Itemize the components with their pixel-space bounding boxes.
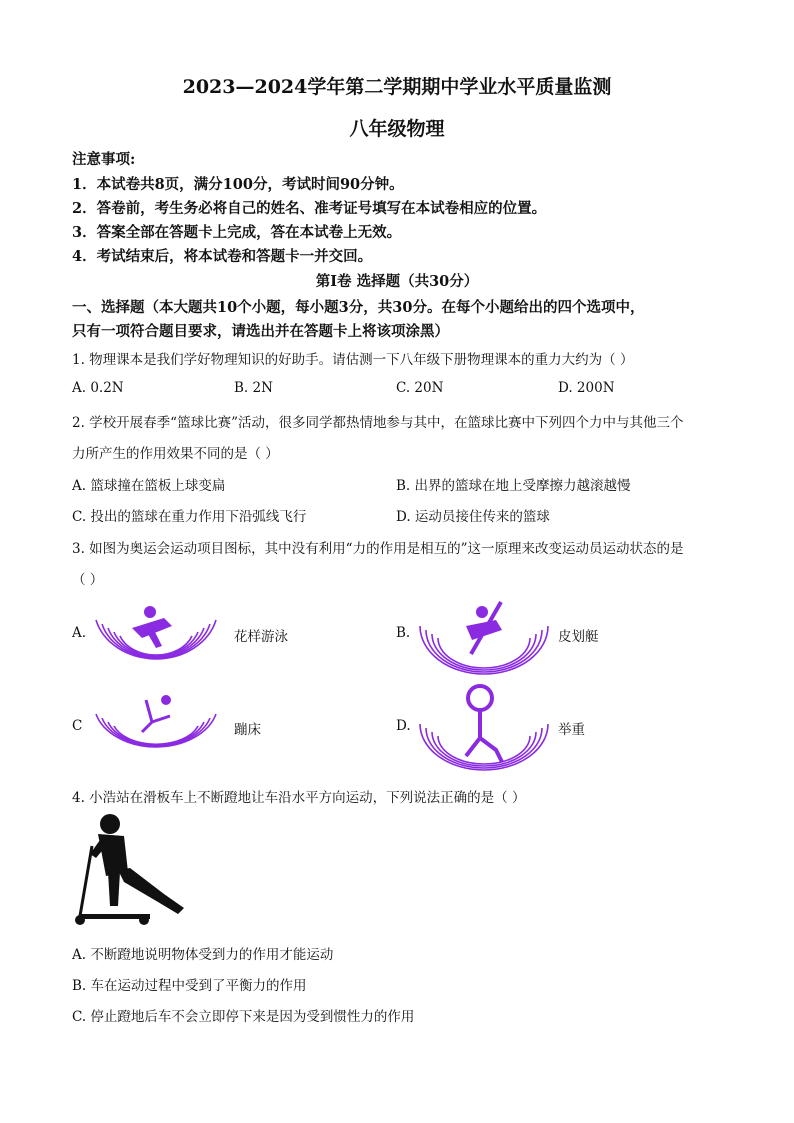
- scooter-rider-icon: [66, 810, 192, 932]
- notice-heading: 注意事项:: [72, 151, 136, 168]
- question-2-stem: 力所产生的作用效果不同的是（ ）: [72, 446, 279, 462]
- question-3-option-label-d: 举重: [558, 722, 585, 738]
- question-4-option-c: C. 停止蹬地后车不会立即停下来是因为受到惯性力的作用: [72, 1009, 415, 1025]
- notice-item: 4．考试结束后，将本试卷和答题卡一并交回。: [72, 248, 373, 265]
- exam-title: 2023—2024学年第二学期期中学业水平质量监测: [182, 76, 612, 98]
- question-3-stem: （ ）: [72, 572, 104, 588]
- question-4-option-b: B. 车在运动过程中受到了平衡力的作用: [72, 978, 307, 994]
- exam-subtitle: 八年级物理: [349, 118, 445, 140]
- question-3-stem: 3. 如图为奥运会运动项目图标，其中没有利用“力的作用是相互的”这一原理来改变运动员运动状态的是: [72, 541, 684, 557]
- notice-item: 3．答案全部在答题卡上完成，答在本试卷上无效。: [72, 224, 402, 241]
- weightlifting-icon: [416, 680, 552, 772]
- canoe-kayak-icon: [416, 596, 552, 676]
- question-3-option-letter-b: B.: [396, 625, 411, 641]
- question-2-option-d: D. 运动员接住传来的篮球: [396, 509, 550, 525]
- question-3-option-label-b: 皮划艇: [558, 629, 599, 645]
- question-3-option-letter-a: A.: [72, 625, 87, 641]
- question-2-option-b: B. 出界的篮球在地上受摩擦力越滚越慢: [396, 478, 631, 494]
- question-3-option-label-a: 花样游泳: [234, 629, 288, 645]
- section-instruction: 一、选择题（本大题共10个小题，每小题3分，共30分。在每个小题给出的四个选项中，: [72, 299, 645, 316]
- question-3-option-letter-c: C: [72, 718, 83, 734]
- trampoline-icon: [92, 692, 220, 758]
- question-3-option-label-c: 蹦床: [234, 722, 261, 738]
- question-4-stem: 4. 小浩站在滑板车上不断蹬地让车沿水平方向运动，下列说法正确的是（ ）: [72, 790, 526, 806]
- question-1-option-a: A. 0.2N: [72, 380, 124, 396]
- question-4-option-a: A. 不断蹬地说明物体受到力的作用才能运动: [72, 947, 334, 963]
- section-title: 第Ⅰ卷 选择题（共30分）: [315, 273, 479, 290]
- synchronized-swimming-icon: [92, 600, 220, 672]
- notice-item: 2．答卷前，考生务必将自己的姓名、准考证号填写在本试卷相应的位置。: [72, 200, 547, 217]
- question-2-option-c: C. 投出的篮球在重力作用下沿弧线飞行: [72, 509, 307, 525]
- notice-item: 1．本试卷共8页，满分100分，考试时间90分钟。: [72, 176, 404, 193]
- question-2-option-a: A. 篮球撞在篮板上球变扁: [72, 478, 226, 494]
- question-1-option-b: B. 2N: [234, 380, 273, 396]
- question-3-option-letter-d: D.: [396, 718, 411, 734]
- question-2-stem: 2. 学校开展春季“篮球比赛”活动，很多同学都热情地参与其中，在篮球比赛中下列四个力中与其他三个: [72, 415, 684, 431]
- question-1-option-d: D. 200N: [558, 380, 615, 396]
- question-1-stem: 1. 物理课本是我们学好物理知识的好助手。请估测一下八年级下册物理课本的重力大约为（ ）: [72, 352, 634, 368]
- section-instruction: 只有一项符合题目要求，请选出并在答题卡上将该项涂黑）: [72, 323, 449, 340]
- question-1-option-c: C. 20N: [396, 380, 444, 396]
